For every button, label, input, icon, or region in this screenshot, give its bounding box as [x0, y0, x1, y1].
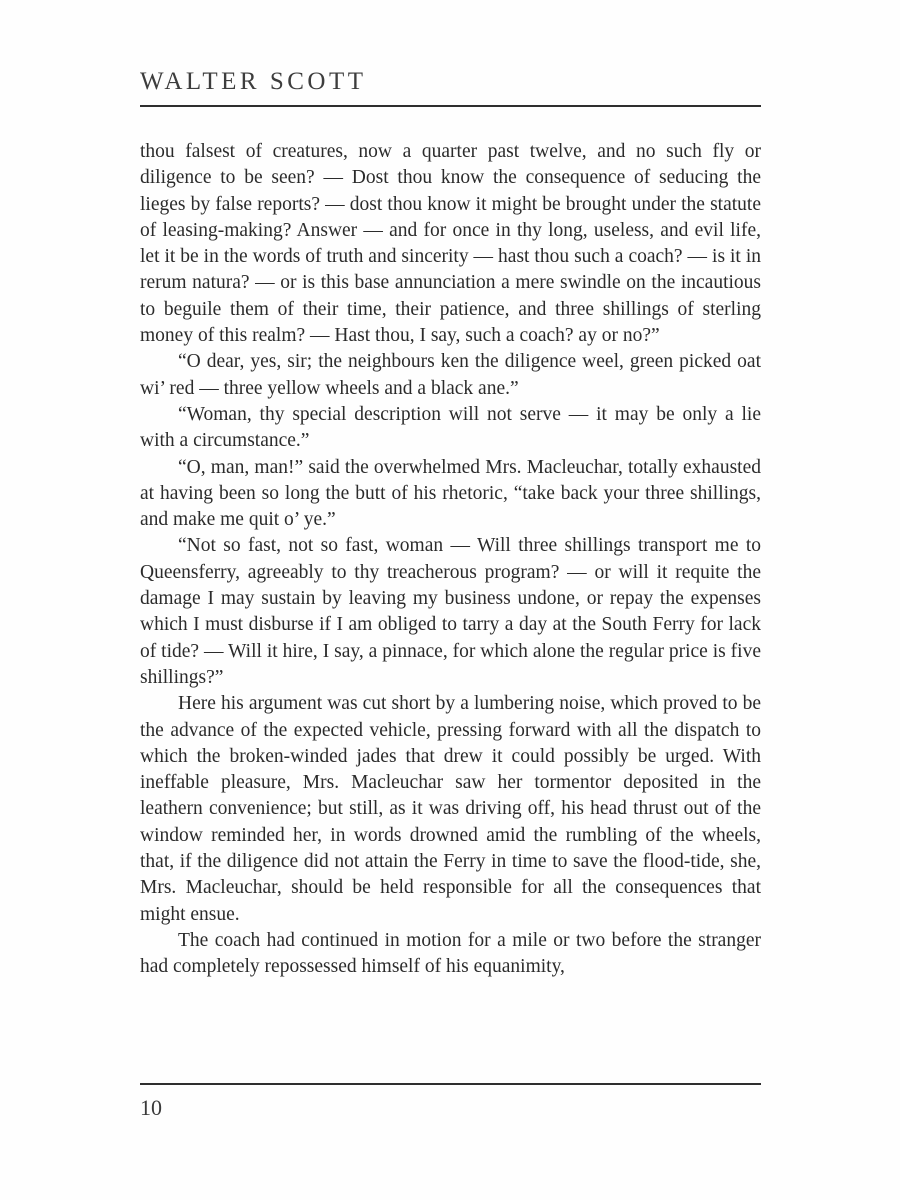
- body-paragraph: “O, man, man!” said the overwhelmed Mrs. Macleuchar, totally exhausted at having been so long the butt of his rhetoric, “take back your three shillings, and make me quit o’ ye.”: [140, 456, 761, 531]
- running-header: [140, 68, 761, 107]
- running-header-title: WALTER SCOTT: [140, 68, 367, 95]
- body-paragraph: “O dear, yes, sir; the neighbours ken the diligence weel, green picked oat wi’ red — three yellow wheels and a black ane.”: [140, 351, 761, 399]
- body-paragraph: The coach had continued in motion for a mile or two before the stranger had completely repossessed himself of his equanimity,: [140, 929, 761, 978]
- page-body: [140, 139, 761, 981]
- footer-rule: [140, 1083, 761, 1085]
- page-footer: [140, 1083, 761, 1121]
- header-rule: [140, 105, 761, 107]
- body-paragraph: “Not so fast, not so fast, woman — Will three shillings transport me to Queensferry, agreeably to thy treacherous program? — or will it requite the damage I may sustain by leaving my business undone, or repay the expenses which I must disburse if I am obliged to tarry a day at the South Ferry for lack of tide? — Will it hire, I say, a pinnace, for which alone the regular price is five shillings?”: [140, 535, 761, 688]
- body-paragraph: thou falsest of creatures, now a quarter past twelve, and no such fly or diligence to be seen? — Dost thou know the consequence of seducing the lieges by false reports? — dost thou know it might be brought under the statute of leasing-making? Answer — and for once in thy long, useless, and evil life, let it be in the words of truth and sincerity — hast thou such a coach? — is it in rerum natura? — or is this base annunciation a mere swindle on the incautious to beguile them of their time, their patience, and three shillings of sterling money of this realm? — Hast thou, I say, such a coach? ay or no?”: [140, 141, 761, 347]
- body-paragraph: “Woman, thy special description will not serve — it may be only a lie with a circumstance.”: [140, 403, 761, 452]
- page-number: 10: [140, 1095, 162, 1120]
- body-paragraph: Here his argument was cut short by a lumbering noise, which proved to be the advance of the expected vehicle, pressing forward with all the dispatch to which the broken-winded jades that drew it could possibly be urged. With ineffable pleasure, Mrs. Macleuchar saw her tormentor deposited in the leathern convenience; but still, as it was driving off, his head thrust out of the window reminded her, in words drowned amid the rumbling of the wheels, that, if the diligence did not attain the Ferry in time to save the flood-tide, she, Mrs. Macleuchar, should be held responsible for all the consequences that might ensue.: [140, 693, 761, 925]
